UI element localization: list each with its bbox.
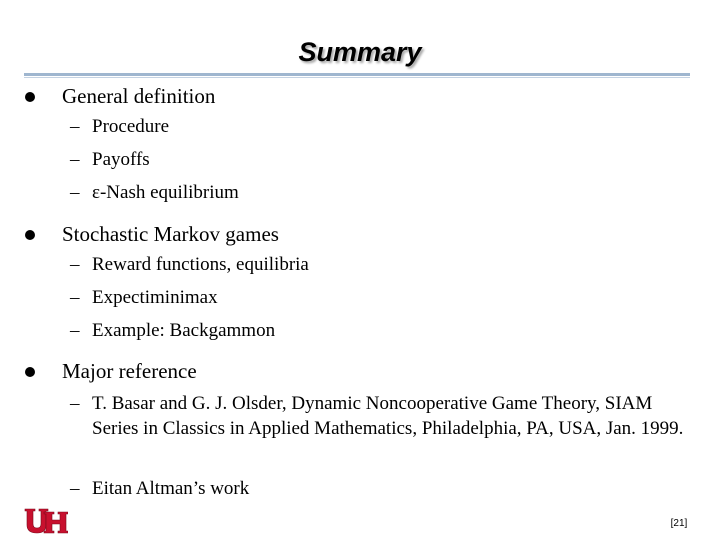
bullet-icon	[25, 230, 35, 240]
list-item: Procedure	[92, 116, 170, 137]
university-logo-icon	[24, 506, 68, 536]
list-item: Expectiminimax	[92, 287, 218, 308]
dash-icon: –	[70, 254, 80, 275]
dash-icon: –	[70, 116, 80, 137]
list-item: Example: Backgammon	[92, 320, 276, 341]
section-heading: General definition	[62, 84, 216, 108]
list-item: Eitan Altman’s work	[92, 478, 250, 499]
list-item: T. Basar and G. J. Olsder, Dynamic Noncooperative Game Theory, SIAM Series in Classics in Applied Mathematics, Philadelphia, PA, USA, Jan. 1999.	[92, 393, 684, 439]
page-number: [21]	[670, 518, 688, 529]
slide-title: Summary	[298, 37, 422, 67]
dash-icon: –	[70, 287, 80, 308]
list-item: ε-Nash equilibrium	[92, 182, 239, 203]
title-divider	[24, 73, 690, 76]
bullet-icon	[25, 367, 35, 377]
list-item: Payoffs	[92, 149, 150, 170]
section-heading: Major reference	[62, 359, 197, 383]
dash-icon: –	[70, 182, 80, 203]
bullet-icon	[25, 92, 35, 102]
title-divider-shadow	[24, 77, 690, 78]
section-heading: Stochastic Markov games	[62, 222, 279, 246]
dash-icon: –	[70, 478, 80, 499]
dash-icon: –	[70, 320, 80, 341]
dash-icon: –	[70, 149, 80, 170]
list-item: Reward functions, equilibria	[92, 254, 309, 275]
dash-icon: –	[70, 393, 80, 414]
